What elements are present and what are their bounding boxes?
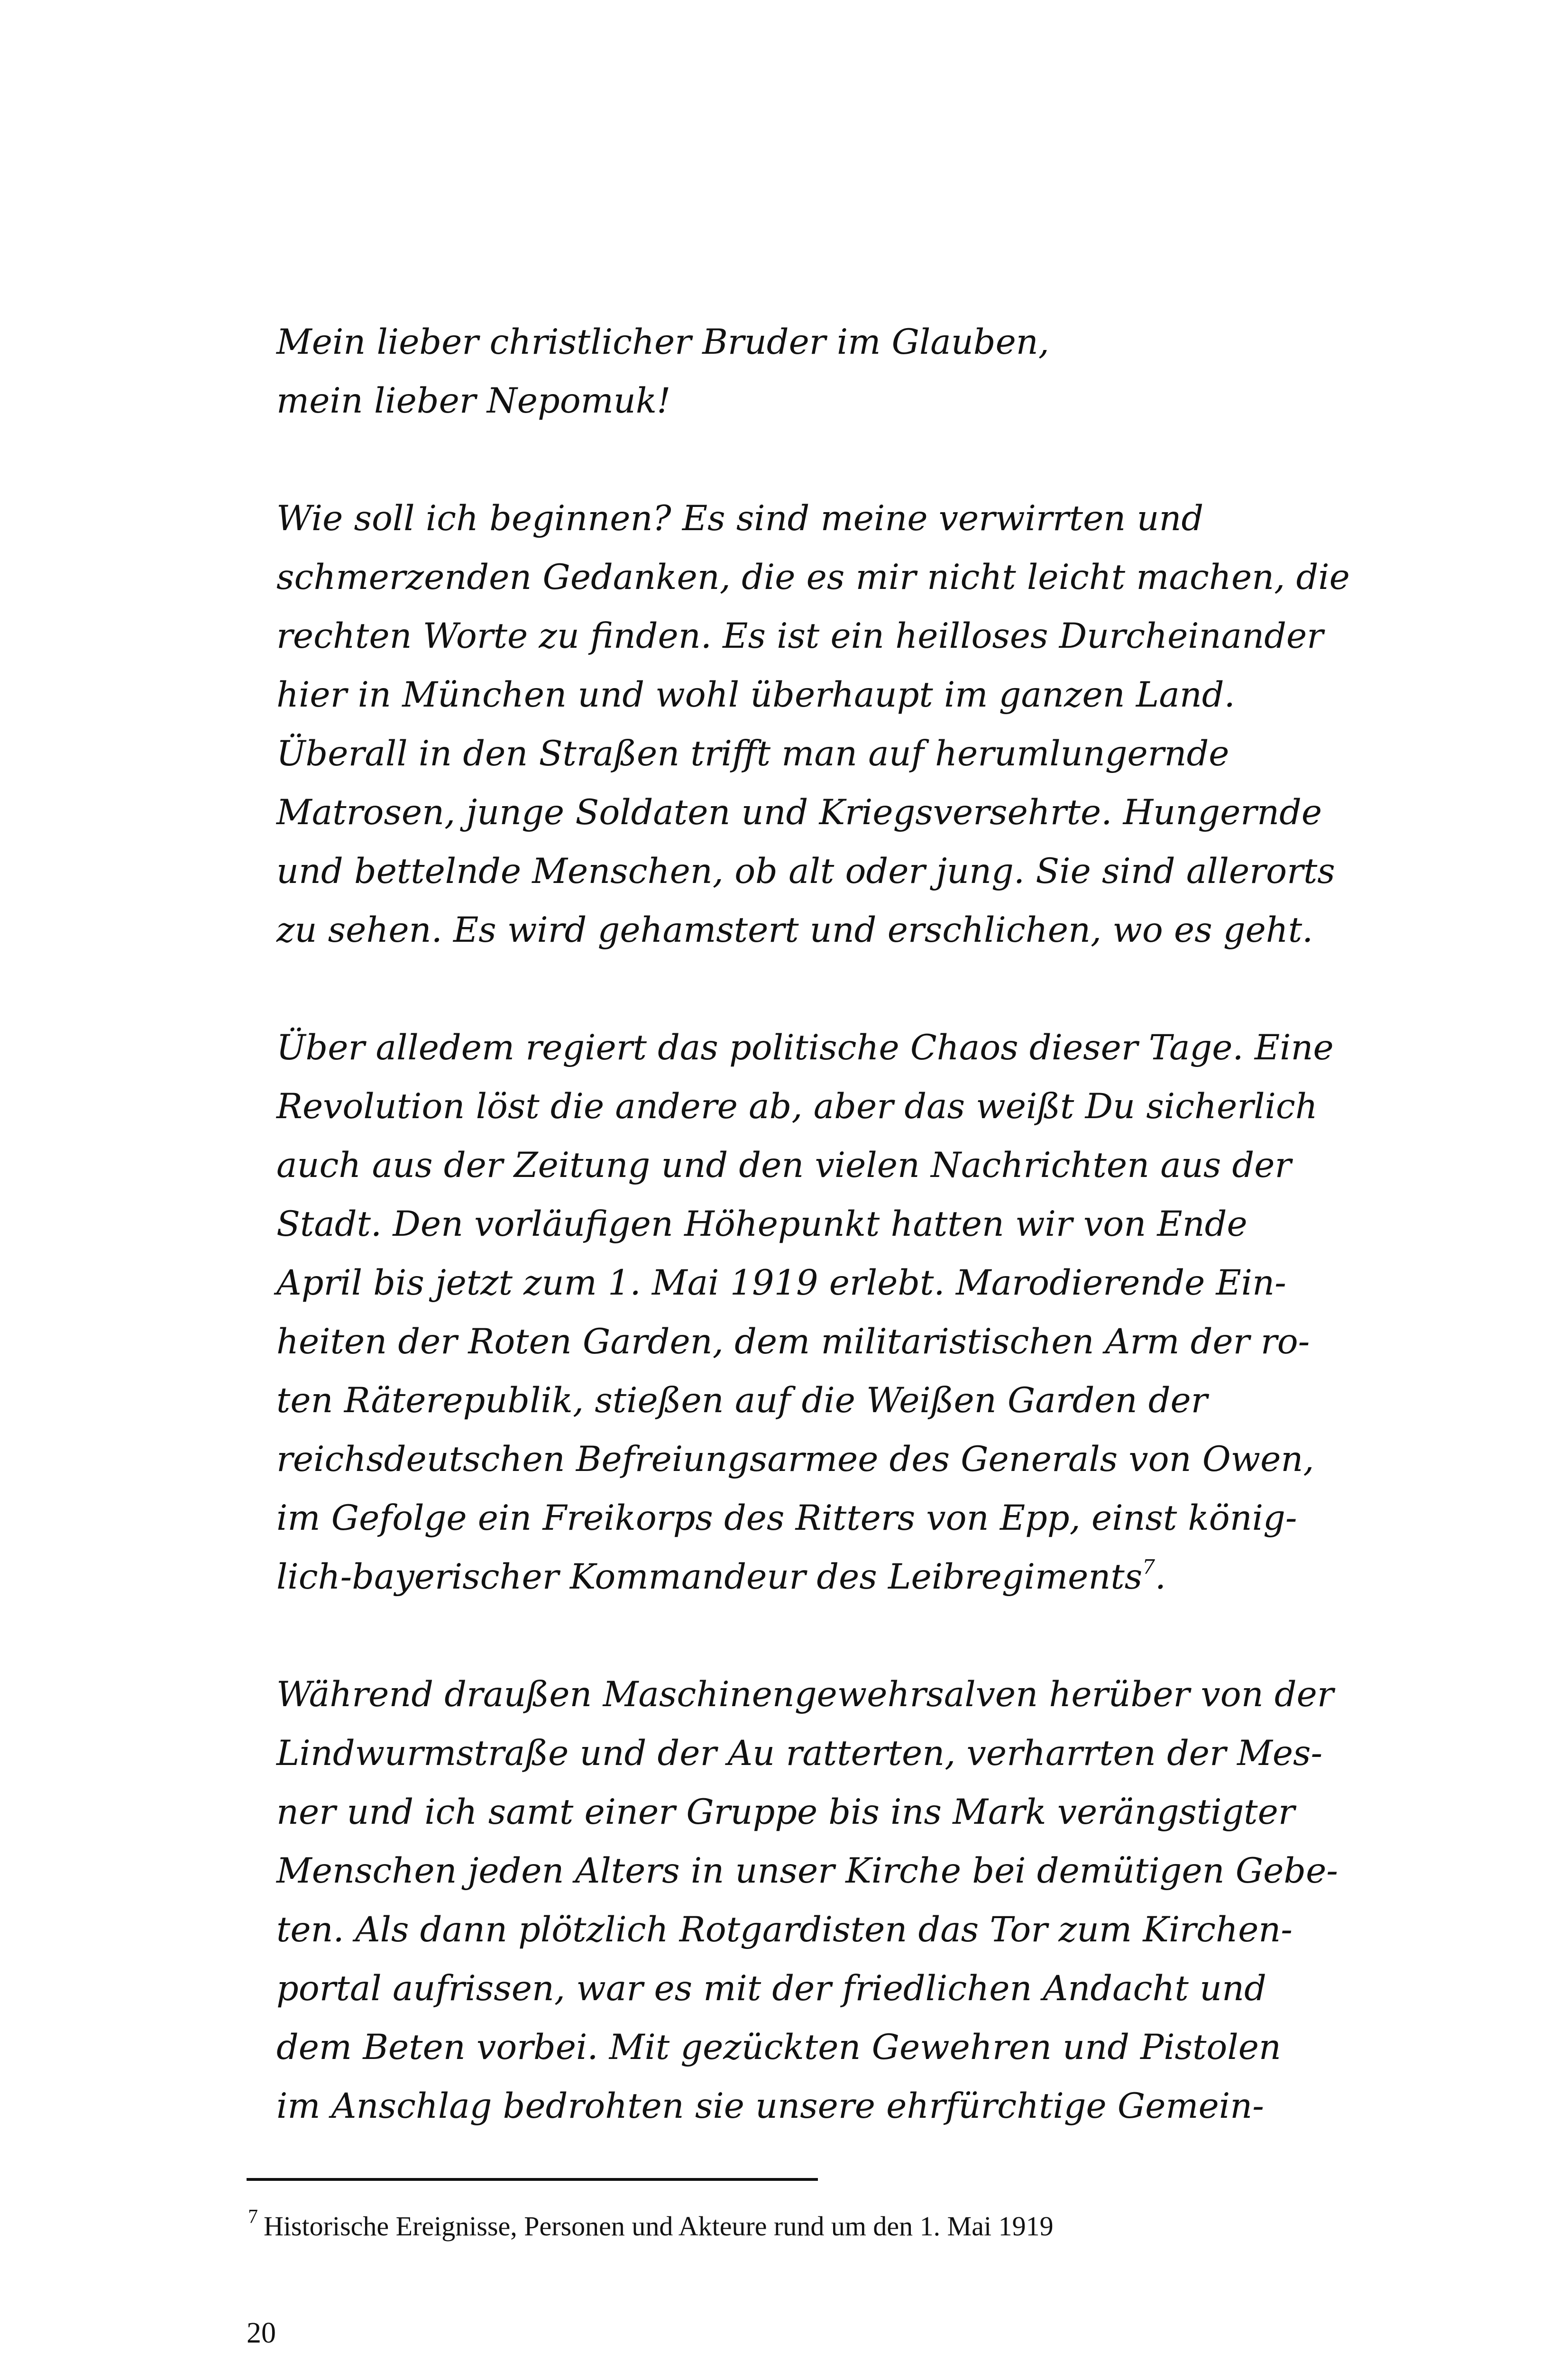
paragraph-line: im Gefolge ein Freikorps des Ritters von Epp, einst könig- <box>276 1498 1297 1538</box>
salutation-line: mein lieber Nepomuk! <box>276 381 671 421</box>
paragraph-line: schmerzenden Gedanken, die es mir nicht leicht machen, die <box>276 557 1350 597</box>
paragraph-line: auch aus der Zeitung und den vielen Nachrichten aus der <box>276 1145 1292 1186</box>
paragraph-line: und bettelnde Menschen, ob alt oder jung. Sie sind allerorts <box>276 851 1335 891</box>
footnote-text: Historische Ereignisse, Personen und Akteure rund um den 1. Mai 1919 <box>264 2211 1054 2242</box>
paragraph-gap <box>276 1607 1367 1665</box>
paragraph-line <box>276 1548 1367 1607</box>
paragraph-line: im Anschlag bedrohten sie unsere ehrfürchtige Gemein- <box>276 2086 1264 2126</box>
paragraph-line-text: lich-bayerischer Kommandeur des Leibregiments <box>276 1557 1143 1597</box>
paragraph-line: ten Räterepublik, stießen auf die Weißen Garden der <box>276 1380 1208 1421</box>
paragraph-gap <box>276 431 1367 489</box>
footnote-divider <box>247 2178 818 2181</box>
paragraph-line: Während draußen Maschinengewehrsalven herüber von der <box>276 1674 1334 1715</box>
page-number: 20 <box>247 2317 276 2349</box>
paragraph-line: April bis jetzt zum 1. Mai 1919 erlebt. Marodierende Ein- <box>276 1263 1286 1303</box>
paragraph-line: Wie soll ich beginnen? Es sind meine verwirrten und <box>276 498 1204 539</box>
paragraph-line: hier in München und wohl überhaupt im ganzen Land. <box>276 675 1235 715</box>
paragraph-line: ner und ich samt einer Gruppe bis ins Mark verängstigter <box>276 1792 1295 1832</box>
salutation-line: Mein lieber christlicher Bruder im Glauben, <box>276 322 1049 362</box>
paragraph-line: Matrosen, junge Soldaten und Kriegsversehrte. Hungernde <box>276 792 1322 833</box>
paragraph-line: Revolution löst die andere ab, aber das weißt Du sicherlich <box>276 1086 1318 1127</box>
footnote-number: 7 <box>248 2206 258 2228</box>
paragraph-line: rechten Worte zu finden. Es ist ein heilloses Durcheinander <box>276 616 1324 656</box>
paragraph-line: Stadt. Den vorläufigen Höhepunkt hatten wir von Ende <box>276 1204 1247 1244</box>
paragraph-gap <box>276 960 1367 1019</box>
paragraph-line: Überall in den Straßen trifft man auf herumlungernde <box>276 734 1229 774</box>
footnote-reference[interactable]: 7 <box>1142 1555 1155 1579</box>
paragraph-line: reichsdeutschen Befreiungsarmee des Generals von Owen, <box>276 1439 1314 1480</box>
paragraph-line: heiten der Roten Garden, dem militaristischen Arm der ro- <box>276 1322 1310 1362</box>
sentence-period: . <box>1155 1557 1166 1597</box>
paragraph-line: Menschen jeden Alters in unser Kirche bei demütigen Gebe- <box>276 1851 1338 1891</box>
paragraph-line: zu sehen. Es wird gehamstert und erschlichen, wo es geht. <box>276 910 1313 950</box>
paragraph-line: Lindwurmstraße und der Au ratterten, verharrten der Mes- <box>276 1733 1323 1774</box>
paragraph-line: ten. Als dann plötzlich Rotgardisten das Tor zum Kirchen- <box>276 1910 1293 1950</box>
letter-body <box>276 313 1367 2136</box>
paragraph-line: dem Beten vorbei. Mit gezückten Gewehren und Pistolen <box>276 2027 1281 2068</box>
footnote <box>248 2207 1054 2248</box>
paragraph-line: portal aufrissen, war es mit der friedlichen Andacht und <box>276 1968 1266 2009</box>
paragraph-line: Über alledem regiert das politische Chaos dieser Tage. Eine <box>276 1028 1334 1068</box>
